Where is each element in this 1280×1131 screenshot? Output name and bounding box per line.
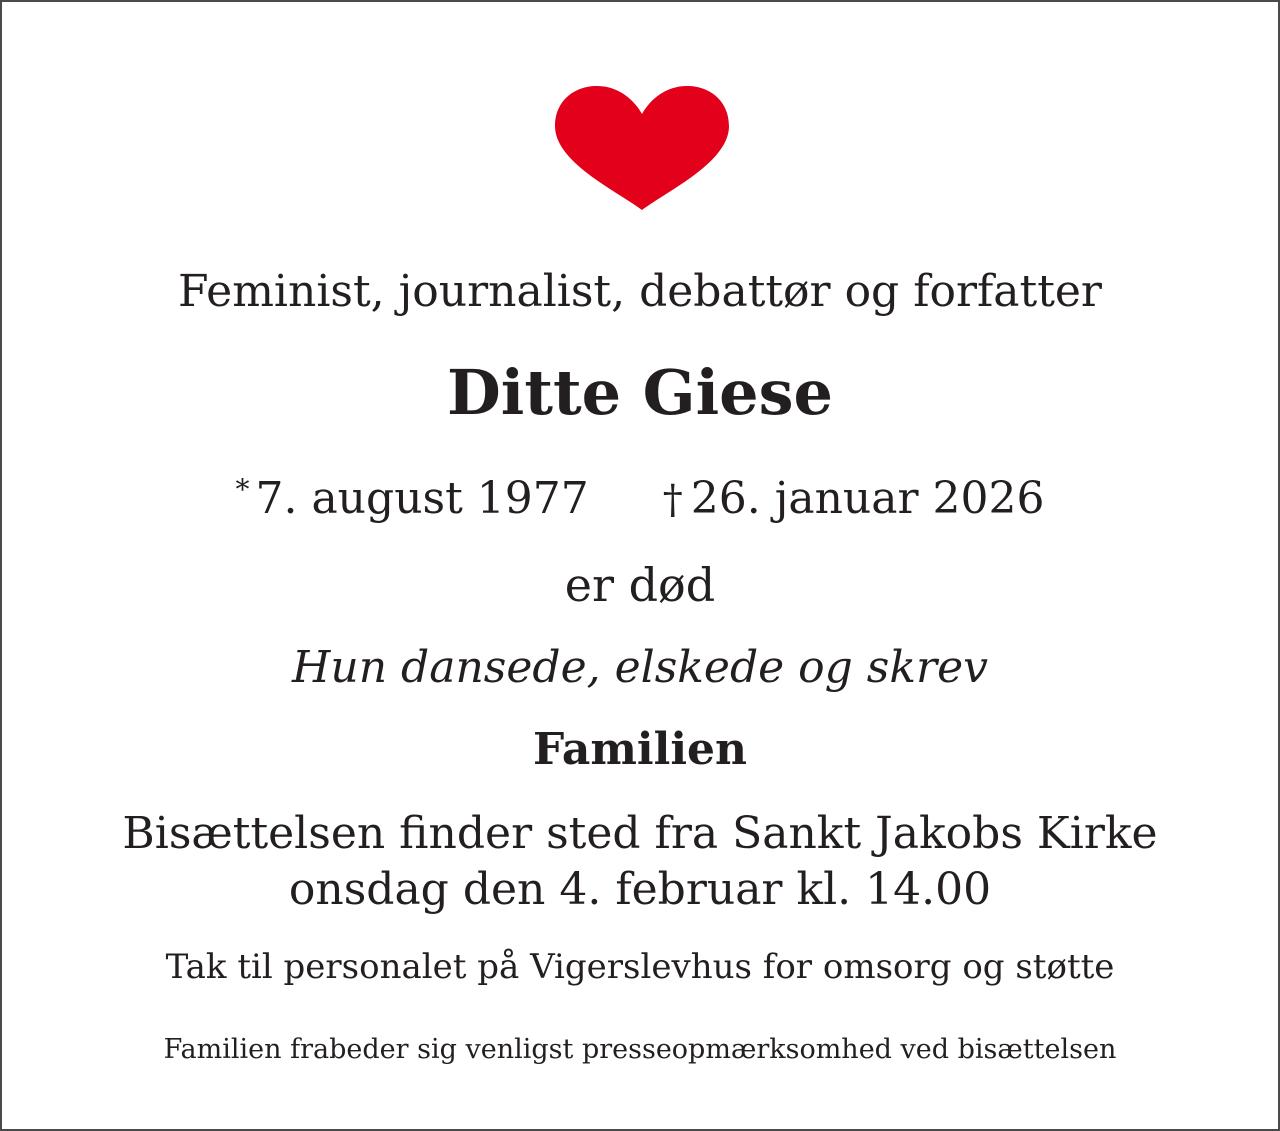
press-note: Familien frabeder sig venligst presseopmærksomhed ved bisættelsen xyxy=(163,1034,1117,1065)
birth-date: 7. august 1977 xyxy=(255,473,589,524)
deceased-name: Ditte Giese xyxy=(447,356,833,429)
motto-line: Hun dansede, elskede og skrev xyxy=(292,642,988,693)
signed-by: Familien xyxy=(532,724,748,775)
status-line: er død xyxy=(564,558,716,612)
funeral-location: Bisættelsen finder sted fra Sankt Jakobs Kirke xyxy=(122,808,1158,859)
birth-symbol: * xyxy=(235,473,250,506)
death-symbol: † xyxy=(662,477,683,523)
profession-line: Feminist, journalist, debattør og forfatter xyxy=(178,266,1102,317)
death-date: 26. januar 2026 xyxy=(690,473,1045,524)
life-dates xyxy=(2,473,1278,524)
funeral-time: onsdag den 4. februar kl. 14.00 xyxy=(288,864,992,915)
thanks-line: Tak til personalet på Vigerslevhus for omsorg og støtte xyxy=(165,947,1115,987)
birth-date-group xyxy=(235,473,589,524)
death-date-group xyxy=(663,473,1045,524)
heart-icon xyxy=(555,86,729,210)
